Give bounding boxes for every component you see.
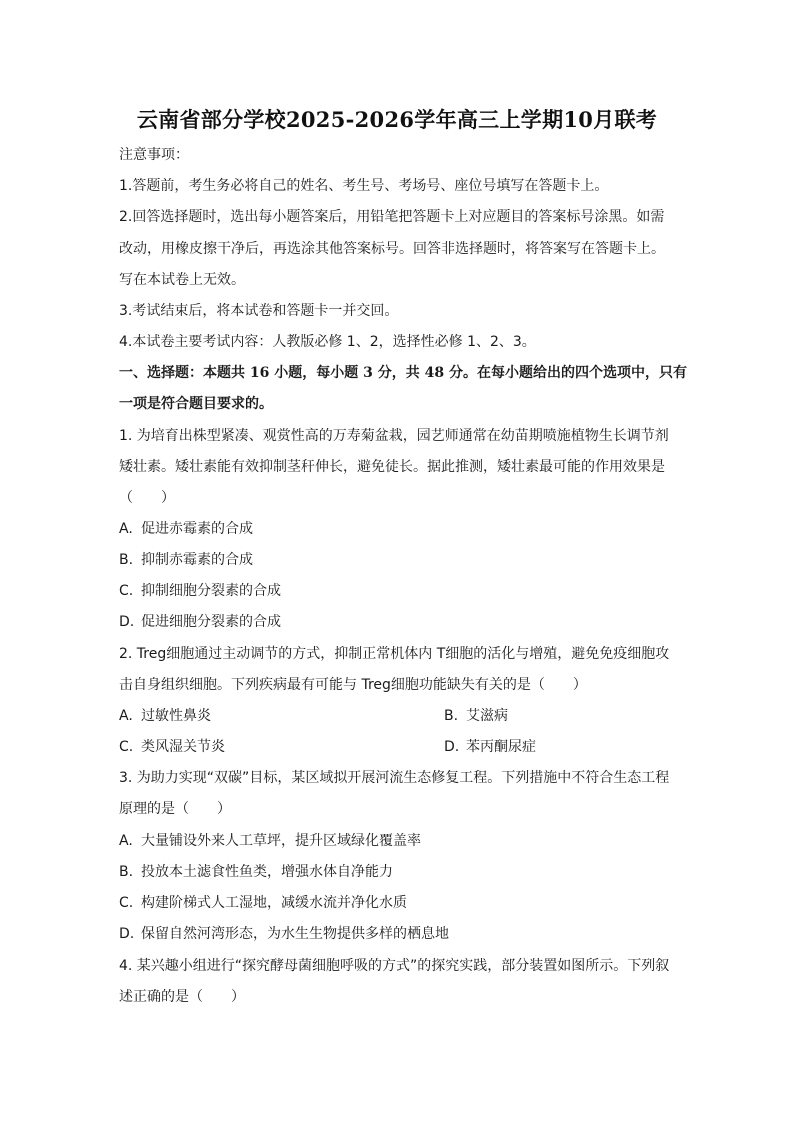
option-text: 投放本土滤食性鱼类，增强水体自净能力 [141,864,393,880]
option-c [119,738,225,756]
question-stem: 述正确的是（ ） [119,989,245,1005]
notice-item: 1.答题前，考生务必将自己的姓名、考生号、考场号、座位号填写在答题卡上。 [119,178,609,194]
option-key: C. [119,583,134,599]
question-stem: 原理的是（ ） [119,801,231,817]
option-c [119,894,407,912]
exam-title: 云南省部分学校2025-2026学年高三上学期10月联考 [136,107,658,132]
option-c [119,582,281,600]
option-key: B. [444,708,459,724]
option-text: 抑制赤霉素的合成 [141,552,253,568]
option-text: 抑制细胞分裂素的合成 [141,583,281,599]
question-answer-blank: （ ） [119,490,175,506]
option-text: 构建阶梯式人工湿地，减缓水流并净化水质 [141,895,407,911]
notice-item: 2.回答选择题时，选出每小题答案后，用铅笔把答题卡上对应题目的答案标号涂黑。如需 [119,209,665,225]
question-stem: 击自身组织细胞。下列疾病最有可能与 Treg细胞功能缺失有关的是（ ） [119,677,587,693]
option-b [119,551,253,569]
option-text: 大量铺设外来人工草坪，提升区域绿化覆盖率 [141,833,421,849]
question-stem: 3. 为助力实现“双碳”目标，某区域拟开展河流生态修复工程。下列措施中不符合生态工程 [119,770,670,786]
option-d [119,925,449,943]
option-d [444,738,536,756]
option-key: B. [119,552,134,568]
option-text: 苯丙酮尿症 [466,739,536,755]
section-heading-cont: 一项是符合题目要求的。 [119,396,273,412]
option-key: B. [119,864,134,880]
option-a [119,520,253,538]
option-key: A. [119,521,133,537]
option-key: D. [119,926,135,942]
option-text: 保留自然河湾形态，为水生生物提供多样的栖息地 [141,926,449,942]
question-stem: 1. 为培育出株型紧凑、观赏性高的万寿菊盆栽，园艺师通常在幼苗期喷施植物生长调节剂 [119,428,669,444]
option-text: 艾滋病 [466,708,508,724]
option-key: A. [119,708,133,724]
question-stem: 2. Treg细胞通过主动调节的方式，抑制正常机体内 T细胞的活化与增殖，避免免疫细胞攻 [119,646,670,662]
option-key: D. [444,739,460,755]
option-key: A. [119,833,133,849]
option-b [119,863,393,881]
option-a [119,832,421,850]
notice-item: 3.考试结束后，将本试卷和答题卡一并交回。 [119,303,399,319]
notice-item: 4.本试卷主要考试内容：人教版必修 1、2，选择性必修 1、2、3。 [119,334,536,350]
option-key: C. [119,895,134,911]
option-text: 促进细胞分裂素的合成 [141,614,281,630]
option-b [444,707,508,725]
notice-item: 改动，用橡皮擦干净后，再选涂其他答案标号。回答非选择题时，将答案写在答题卡上。 [119,241,665,257]
option-d [119,613,281,631]
option-key: D. [119,614,135,630]
option-text: 过敏性鼻炎 [141,708,211,724]
option-text: 促进赤霉素的合成 [141,521,253,537]
section-heading: 一、选择题：本题共 16 小题，每小题 3 分，共 48 分。在每小题给出的四个选项中，只有 [119,365,687,381]
notice-heading: 注意事项： [119,147,189,163]
question-stem: 4. 某兴趣小组进行“探究酵母菌细胞呼吸的方式”的探究实践，部分装置如图所示。下列叙 [119,958,670,974]
notice-item: 写在本试卷上无效。 [119,272,245,288]
option-a [119,707,211,725]
question-stem: 矮壮素。矮壮素能有效抑制茎秆伸长，避免徒长。据此推测，矮壮素最可能的作用效果是 [119,459,665,475]
option-text: 类风湿关节炎 [141,739,225,755]
option-key: C. [119,739,134,755]
